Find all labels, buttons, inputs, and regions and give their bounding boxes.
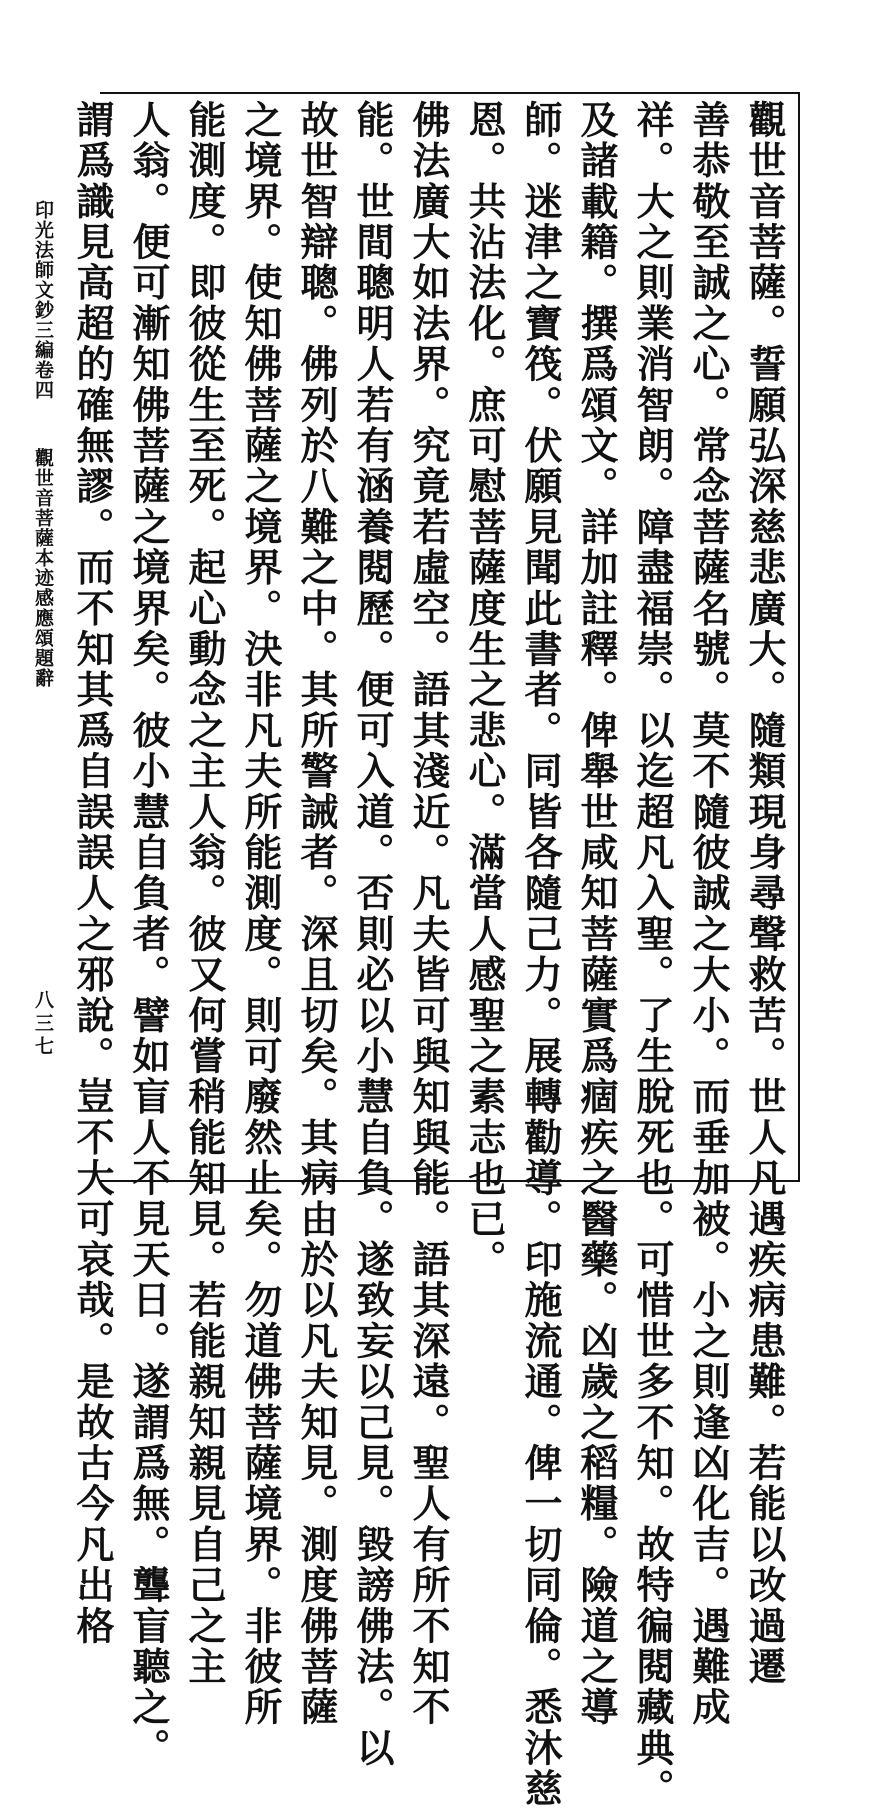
text-columns bbox=[69, 100, 788, 1809]
text-column: 及諸載籍。撰爲頌文。詳加註釋。俾舉世咸知菩薩實爲痼疾之醫藥。凶歲之稻糧。險道之導 bbox=[574, 100, 619, 1728]
text-column: 謂爲識見高超的確無謬。而不知其爲自誤誤人之邪說。豈不大可哀哉。是故古今凡出格 bbox=[70, 100, 115, 1647]
main-text-block bbox=[70, 92, 800, 1809]
text-column: 能。世間聰明人若有涵養閱歷。便可入道。否則必以小慧自負。遂致妄以己見。毀謗佛法。以 bbox=[350, 100, 395, 1769]
text-column: 觀世音菩薩。誓願弘深慈悲廣大。隨類現身尋聲救苦。世人凡遇疾病患難。若能以改過遷 bbox=[742, 100, 787, 1688]
text-column: 善恭敬至誠之心。常念菩薩名號。莫不隨彼誠之大小。而垂加被。小之則逢凶化吉。遇難成 bbox=[686, 100, 731, 1728]
text-column: 祥。大之則業消智朗。障盡福崇。以迄超凡入聖。了生脫死也。可惜世多不知。故特徧閱藏典。 bbox=[630, 100, 675, 1809]
text-column: 人翁。便可漸知佛菩薩之境界矣。彼小慧自負者。譬如盲人不見天日。遂謂爲無。聾盲聽之。 bbox=[126, 100, 171, 1769]
text-column: 佛法廣大如法界。究竟若虛空。語其淺近。凡夫皆可與知與能。語其深遠。聖人有所不知不 bbox=[406, 100, 451, 1728]
section-title: 觀世音菩薩本迹感應頌題辭 bbox=[32, 448, 54, 688]
text-column: 之境界。使知佛菩薩之境界。決非凡夫所能測度。則可廢然止矣。勿道佛菩薩境界。非彼所 bbox=[238, 100, 283, 1728]
page-number: 八三七 bbox=[32, 990, 54, 1059]
text-column: 師。迷津之寶筏。伏願見聞此書者。同皆各隨己力。展轉勸導。印施流通。俾一切同倫。悉沐慈 bbox=[518, 100, 563, 1809]
text-column: 恩。共沾法化。庶可慰菩薩度生之悲心。滿當人感聖之素志也已。 bbox=[462, 100, 507, 1281]
text-column: 能測度。即彼從生至死。起心動念之主人翁。彼又何嘗稍能知見。若能親知親見自己之主 bbox=[182, 100, 227, 1688]
book-title: 印光法師文鈔三編卷四 bbox=[32, 200, 54, 400]
text-column: 故世智辯聰。佛列於八難之中。其所警誡者。深且切矣。其病由於以凡夫知見。測度佛菩薩 bbox=[294, 100, 339, 1728]
